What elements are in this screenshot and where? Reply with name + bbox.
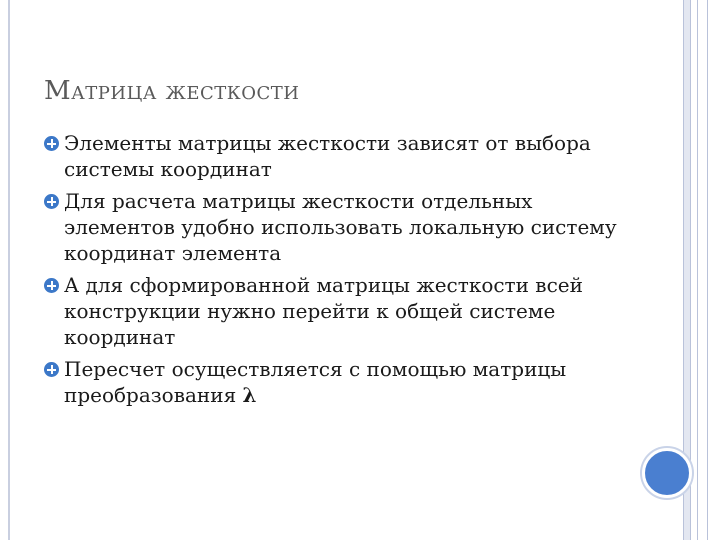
- plus-circle-icon: [44, 362, 59, 377]
- right-decorative-line: [707, 0, 708, 540]
- bullet-list: [44, 130, 644, 414]
- bullet-item: [44, 272, 644, 350]
- plus-circle-icon: [44, 194, 59, 209]
- plus-circle-icon: [44, 136, 59, 151]
- bullet-item: [44, 130, 644, 182]
- bullet-item: [44, 356, 644, 408]
- right-decorative-line: [697, 0, 698, 540]
- bullet-item: [44, 188, 644, 266]
- plus-circle-icon: [44, 278, 59, 293]
- bullet-text: Элементы матрицы жесткости зависят от выбора системы координат: [64, 131, 591, 181]
- lambda-symbol: λ: [242, 383, 257, 407]
- bullet-text: А для сформированной матрицы жесткости всей конструкции нужно перейти к общей системе координат: [64, 273, 583, 349]
- bullet-text-with-symbol: [64, 356, 644, 408]
- left-border-line: [8, 0, 10, 540]
- bullet-text: Пересчет осуществляется с помощью матрицы преобразования: [64, 357, 567, 407]
- blue-circle-decoration: [642, 448, 692, 498]
- bullet-text: Для расчета матрицы жесткости отдельных элементов удобно использовать локальную систему координат элемента: [64, 189, 617, 265]
- slide-title: Матрица жесткости: [44, 76, 300, 106]
